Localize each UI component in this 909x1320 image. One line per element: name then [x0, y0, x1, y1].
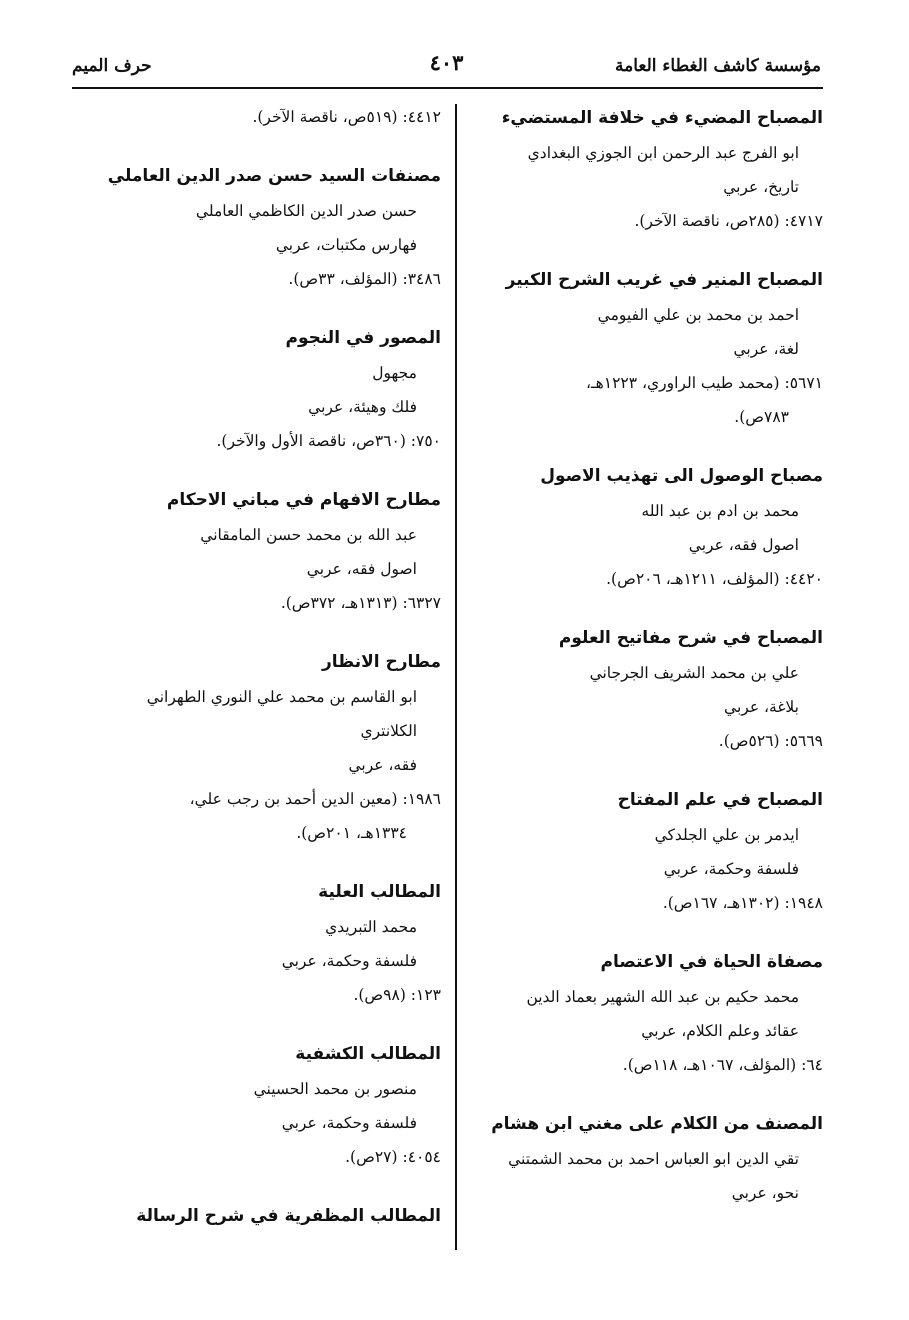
section-title: حرف الميم [72, 56, 152, 76]
entry-reference-continued: ١٣٣٤هـ، ٢٠١ص). [296, 824, 407, 842]
entry-title: المطالب العلية [318, 882, 441, 902]
catalog-entry [61, 158, 441, 296]
catalog-entry [61, 1036, 441, 1174]
catalog-entry [443, 782, 823, 920]
entry-title: المطالب الكشفية [295, 1044, 441, 1064]
entry-author: محمد بن ادم بن عبد الله [641, 502, 799, 520]
entry-reference: ١٩٨٦: (معين الدين أحمد بن رجب علي، [189, 790, 441, 808]
page-number: ٤٠٣ [429, 50, 464, 75]
entry-subject: بلاغة، عربي [724, 698, 799, 716]
entry-title: مصباح الوصول الى تهذيب الاصول [540, 466, 823, 486]
entry-reference: ٤٤٢٠: (المؤلف، ١٢١١هـ، ٢٠٦ص). [606, 570, 823, 588]
right-column [443, 100, 823, 1234]
entry-title: المصور في النجوم [285, 328, 441, 348]
entry-title: مطارح الافهام في مباني الاحكام [166, 490, 441, 510]
entry-subject: اصول فقه، عربي [688, 536, 799, 554]
catalog-entry [443, 620, 823, 758]
catalog-entry [61, 644, 441, 850]
entry-author: ايدمر بن علي الجلدكي [654, 826, 799, 844]
left-column [61, 100, 441, 1258]
entry-subject: تاريخ، عربي [723, 178, 799, 196]
entry-title: مصنفات السيد حسن صدر الدين العاملي [107, 166, 441, 186]
entry-title: المطالب المظفرية في شرح الرسالة [136, 1206, 441, 1226]
entry-subject: فهارس مكتبات، عربي [275, 236, 417, 254]
entry-author: منصور بن محمد الحسيني [253, 1080, 417, 1098]
catalog-entry [61, 482, 441, 620]
entry-subject: نحو، عربي [731, 1184, 799, 1202]
entry-author: عبد الله بن محمد حسن المامقاني [200, 526, 417, 544]
entry-author: ابو الفرج عبد الرحمن ابن الجوزي البغدادي [527, 144, 799, 162]
catalog-entry [443, 458, 823, 596]
entry-author: محمد حكيم بن عبد الله الشهير بعماد الدين [526, 988, 799, 1006]
entry-title: المصنف من الكلام على مغني ابن هشام [491, 1114, 823, 1134]
entry-subject: لغة، عربي [733, 340, 799, 358]
entry-author: مجهول [372, 364, 417, 382]
catalog-entry [443, 262, 823, 434]
catalog-entry [443, 100, 823, 238]
entry-author: حسن صدر الدين الكاظمي العاملي [195, 202, 417, 220]
entry-title: المصباح المنير في غريب الشرح الكبير [505, 270, 823, 290]
entry-title: المصباح المضيء في خلافة المستضيء [501, 108, 823, 128]
entry-reference-continued: ٧٨٣ص). [734, 408, 789, 426]
entry-title: المصباح في شرح مفاتيح العلوم [558, 628, 823, 648]
page-header [72, 50, 821, 86]
entry-reference: ١٢٣: (٩٨ص). [353, 986, 441, 1004]
entry-title: المصباح في علم المفتاح [617, 790, 823, 810]
entry-title: مطارح الانظار [321, 652, 441, 672]
catalog-entry [61, 1198, 441, 1234]
catalog-entry [443, 1106, 823, 1210]
entry-author: تقي الدين ابو العباس احمد بن محمد الشمتني [508, 1150, 799, 1168]
entry-reference: ٤٤١٢: (٥١٩ص، ناقصة الآخر). [252, 108, 441, 126]
catalog-entry [61, 874, 441, 1012]
entry-author: ابو القاسم بن محمد علي النوري الطهراني [146, 688, 417, 706]
entry-subject: فقه، عربي [348, 756, 417, 774]
publisher-name: مؤسسة كاشف الغطاء العامة [614, 56, 821, 76]
entry-subject: اصول فقه، عربي [306, 560, 417, 578]
entry-reference: ٣٤٨٦: (المؤلف، ٣٣ص). [288, 270, 441, 288]
entry-reference: ٤٠٥٤: (٢٧ص). [345, 1148, 441, 1166]
entry-reference: ٦٤: (المؤلف، ١٠٦٧هـ، ١١٨ص). [622, 1056, 823, 1074]
catalog-entry [61, 100, 441, 134]
entry-subject: عقائد وعلم الكلام، عربي [641, 1022, 799, 1040]
entry-reference: ٥٦٧١: (محمد طيب الراوري، ١٢٢٣هـ، [586, 374, 823, 392]
entry-subject: فلسفة وحكمة، عربي [281, 952, 417, 970]
entry-author: احمد بن محمد بن علي الفيومي [597, 306, 799, 324]
column-divider [455, 104, 457, 1250]
entry-reference: ٦٣٢٧: (١٣١٣هـ، ٣٧٢ص). [280, 594, 441, 612]
entry-subject: فلسفة وحكمة، عربي [281, 1114, 417, 1132]
header-rule [72, 87, 823, 89]
catalog-entry [443, 944, 823, 1082]
entry-title: مصفاة الحياة في الاعتصام [600, 952, 823, 972]
entry-subject: فلك وهيئة، عربي [308, 398, 417, 416]
entry-reference: ٥٦٦٩: (٥٢٦ص). [718, 732, 823, 750]
entry-subject: فلسفة وحكمة، عربي [663, 860, 799, 878]
catalog-entry [61, 320, 441, 458]
entry-author: محمد التبريدي [325, 918, 417, 936]
entry-reference: ٧٥٠: (٣٦٠ص، ناقصة الأول والآخر). [216, 432, 441, 450]
entry-reference: ١٩٤٨: (١٣٠٢هـ، ١٦٧ص). [662, 894, 823, 912]
entry-author: علي بن محمد الشريف الجرجاني [589, 664, 799, 682]
entry-reference: ٤٧١٧: (٢٨٥ص، ناقصة الآخر). [634, 212, 823, 230]
entry-author-continued: الكلانتري [360, 722, 417, 740]
